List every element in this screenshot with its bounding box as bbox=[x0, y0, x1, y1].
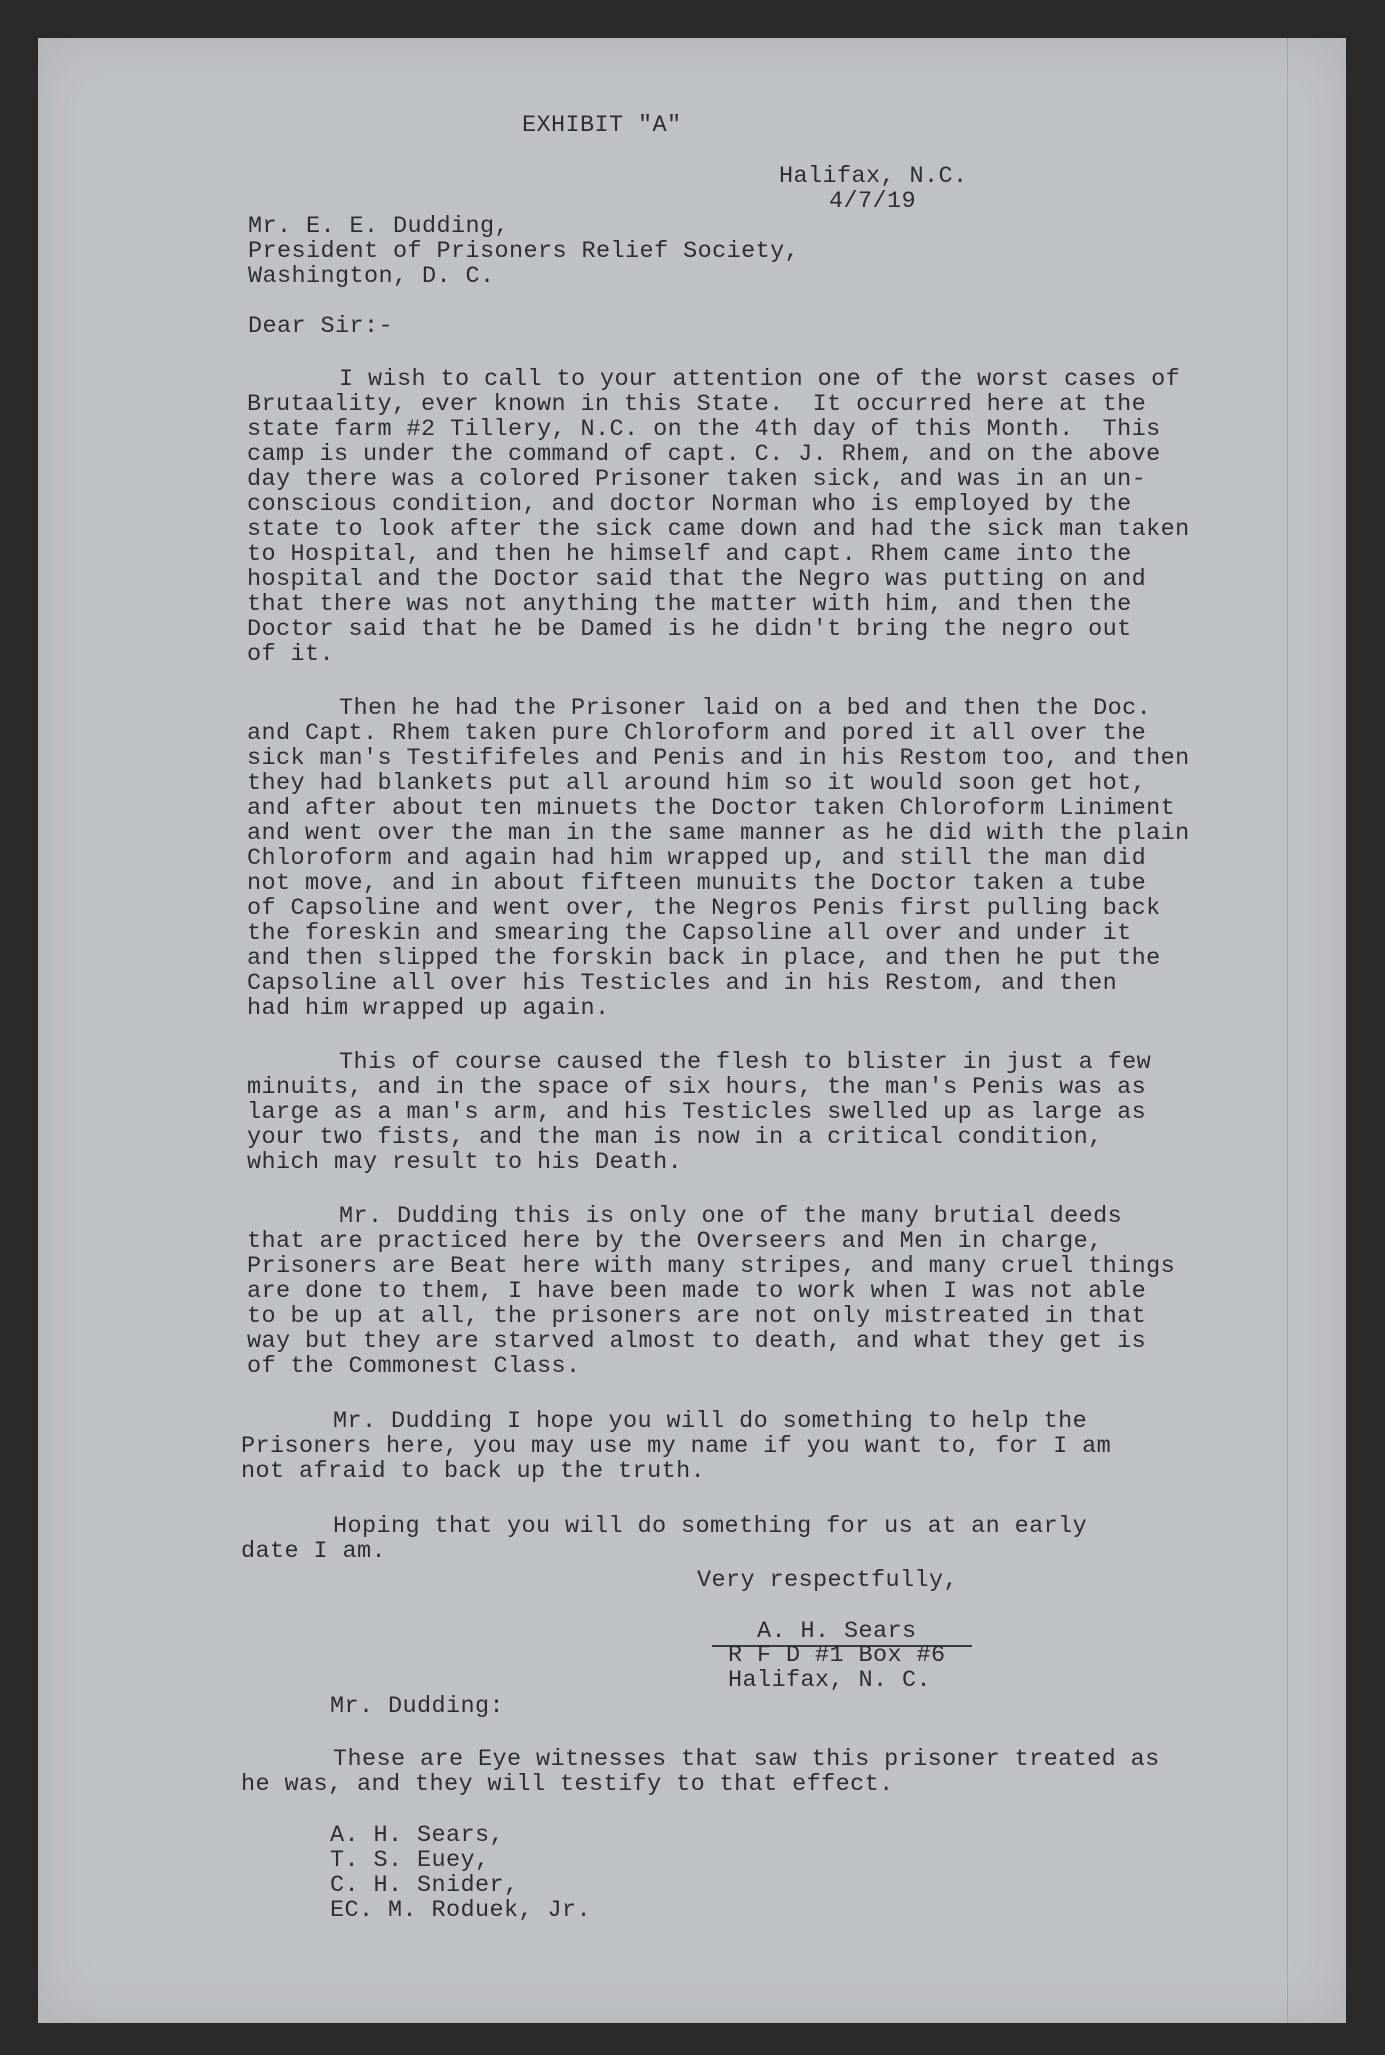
body-line: Hoping that you will do something for us at an early bbox=[333, 1513, 1088, 1540]
body-line: to Hospital, and then he himself and capt. Rhem came into the bbox=[247, 541, 1132, 568]
body-line: state to look after the sick came down and had the sick man taken bbox=[247, 516, 1190, 543]
body-line: to be up at all, the prisoners are not only mistreated in that bbox=[247, 1303, 1147, 1330]
body-line: that are practiced here by the Overseers and Men in charge, bbox=[247, 1228, 1103, 1255]
body-line: they had blankets put all around him so it would soon get hot, bbox=[247, 770, 1147, 797]
body-line: Mr. Dudding this is only one of the many brutial deeds bbox=[339, 1203, 1123, 1230]
body-line: not afraid to back up the truth. bbox=[241, 1458, 706, 1485]
body-line: Prisoners are Beat here with many stripes, and many cruel things bbox=[247, 1253, 1176, 1280]
body-line: of the Commonest Class. bbox=[247, 1353, 581, 1380]
body-line: of Capsoline and went over, the Negros Penis first pulling back bbox=[247, 895, 1161, 922]
signature-address: R F D #1 Box #6 bbox=[728, 1642, 946, 1669]
body-line: large as a man's arm, and his Testicles swelled up as large as bbox=[247, 1099, 1147, 1126]
body-line: and after about ten minuets the Doctor taken Chloroform Liniment bbox=[247, 795, 1176, 822]
body-line: minuits, and in the space of six hours, the man's Penis was as bbox=[247, 1074, 1147, 1101]
body-line: and went over the man in the same manner as he did with the plain bbox=[247, 820, 1190, 847]
witness-name: C. H. Snider, bbox=[330, 1872, 519, 1899]
body-line: Brutaality, ever known in this State. It occurred here at the bbox=[247, 391, 1147, 418]
witness-name: T. S. Euey, bbox=[330, 1847, 490, 1874]
body-line: hospital and the Doctor said that the Negro was putting on and bbox=[247, 566, 1147, 593]
body-line: way but they are starved almost to death, and what they get is bbox=[247, 1328, 1147, 1355]
salutation: Dear Sir:- bbox=[248, 313, 394, 340]
body-line: your two fists, and the man is now in a critical condition, bbox=[247, 1124, 1103, 1151]
signature-name: A. H. Sears bbox=[757, 1618, 917, 1645]
body-line: had him wrapped up again. bbox=[247, 995, 610, 1022]
body-line: Chloroform and again had him wrapped up, and still the man did bbox=[247, 845, 1147, 872]
letter-place: Halifax, N.C. bbox=[779, 163, 968, 190]
body-line: and Capt. Rhem taken pure Chloroform and pored it all over the bbox=[247, 720, 1147, 747]
postscript-line: he was, and they will testify to that effect. bbox=[241, 1771, 894, 1798]
body-line: state farm #2 Tillery, N.C. on the 4th day of this Month. This bbox=[247, 416, 1161, 443]
body-line: Doctor said that he be Damed is he didn't bring the negro out bbox=[247, 616, 1132, 643]
body-line: of it. bbox=[247, 641, 335, 668]
addressee-title: President of Prisoners Relief Society, bbox=[248, 238, 800, 265]
postscript-salutation: Mr. Dudding: bbox=[330, 1693, 505, 1720]
closing: Very respectfully, bbox=[697, 1567, 959, 1594]
body-line: not move, and in about fifteen munuits the Doctor taken a tube bbox=[247, 870, 1147, 897]
body-line: which may result to his Death. bbox=[247, 1149, 683, 1176]
body-line: This of course caused the flesh to blister in just a few bbox=[339, 1049, 1152, 1076]
signature-city: Halifax, N. C. bbox=[728, 1667, 932, 1694]
body-line: that there was not anything the matter with him, and then the bbox=[247, 591, 1132, 618]
body-line: conscious condition, and doctor Norman who is employed by the bbox=[247, 491, 1132, 518]
letter-date: 4/7/19 bbox=[829, 188, 917, 215]
witness-name: A. H. Sears, bbox=[330, 1822, 505, 1849]
body-line: Then he had the Prisoner laid on a bed and then the Doc. bbox=[339, 695, 1152, 722]
body-line: Prisoners here, you may use my name if you want to, for I am bbox=[241, 1433, 1112, 1460]
body-line: day there was a colored Prisoner taken sick, and was in an un- bbox=[247, 466, 1147, 493]
body-line: camp is under the command of capt. C. J. Rhem, and on the above bbox=[247, 441, 1161, 468]
witness-name: EC. M. Roduek, Jr. bbox=[330, 1897, 592, 1924]
body-line: are done to them, I have been made to work when I was not able bbox=[247, 1278, 1147, 1305]
body-line: Capsoline all over his Testicles and in his Restom, and then bbox=[247, 970, 1118, 997]
addressee-name: Mr. E. E. Dudding, bbox=[248, 213, 510, 240]
body-line: Mr. Dudding I hope you will do something to help the bbox=[333, 1408, 1088, 1435]
body-line: date I am. bbox=[241, 1538, 387, 1565]
body-line: the foreskin and smearing the Capsoline all over and under it bbox=[247, 920, 1132, 947]
addressee-city: Washington, D. C. bbox=[248, 263, 495, 290]
postscript-line: These are Eye witnesses that saw this prisoner treated as bbox=[333, 1746, 1160, 1773]
exhibit-heading: EXHIBIT "A" bbox=[522, 112, 682, 139]
body-line: I wish to call to your attention one of the worst cases of bbox=[339, 366, 1181, 393]
body-line: and then slipped the forskin back in place, and then he put the bbox=[247, 945, 1161, 972]
letter-page bbox=[38, 38, 1346, 2023]
body-line: sick man's Testififeles and Penis and in his Restom too, and then bbox=[247, 745, 1190, 772]
